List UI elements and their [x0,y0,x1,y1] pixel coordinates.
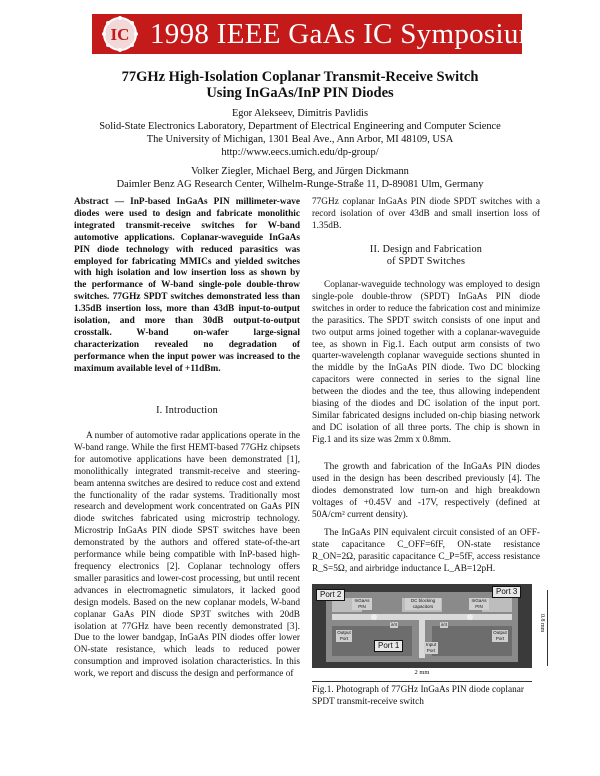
continuation-paragraph: 77GHz coplanar InGaAs PIN diode SPDT switches with a record isolation of over 43dB and small insertion loss of 1.35dB. [312,197,540,231]
abstract-lead: Abstract — [74,197,131,207]
height-dimension [535,590,548,666]
diode-right-label: InGaAs PIN [469,598,489,610]
quarter-wave-left-label: λ/4 [391,622,398,627]
authors-group2: Volker Ziegler, Michael Berg, and Jürgen Dickmann [191,166,409,177]
paper-title-line1: 77GHz High-Isolation Coplanar Transmit-Receive Switch [121,69,479,85]
design-paragraph-1: Coplanar-waveguide technology was employed to design single-pole double-throw (SPDT) InGaAs PIN diode switches in order to reduce the fabrication cost and minimize the parasitics. The SPDT switch consists of one input and two output arms joined together with a coplanar-waveguide tee, as shown in Fig.1. Each output arm consists of two quarter-wavelength coplanar waveguide sections shunted in the middle by the InGaAs PIN diode. Two DC blocking capacitors were connected in series to the signal line between the diodes and the tee, thus allowing independent biasing of the diodes and DC isolation of the input port. Similar fabricated designs included on-chip biasing network and DC isolation of all three ports. The chip is shown in Fig.1 and its size was 2mm x 0.8mm. [312,280,540,445]
design-heading-line2: of SPDT Switches [386,256,466,267]
output-left-label: Output Port [337,630,351,641]
ic-logo [96,16,144,52]
dc-block-label: DC blocking capacitors [405,598,441,610]
intro-text [74,431,300,681]
affiliation-group2: Daimler Benz AG Research Center, Wilhelm-Runge-Straße 11, D-89081 Ulm, Germany [116,179,484,190]
affiliation-group1: Solid-State Electronics Laboratory, Department of Electrical Engineering and Computer Science [99,121,501,132]
abstract [74,197,300,376]
output-right-label: Output Port [493,630,507,641]
right-column-continuation [312,197,540,233]
design-paragraph-1-block [312,280,540,447]
address-group1: The University of Michigan, 1301 Beal Ave., Ann Arbor, MI 48109, USA [146,134,454,145]
banner-title: 1998 IEEE GaAs IC Symposium [150,18,542,50]
design-paragraph-2: The growth and fabrication of the InGaAs PIN diodes used in the design has been described previously [4]. The diodes demonstrated low turn-on and high breakdown voltages of +0.45V and -17V, respectively (defined at 50A/cm² current density). [312,462,540,520]
width-dimension: 2 mm [312,669,532,682]
intro-heading: I. Introduction [156,405,218,416]
design-paragraph-3: The InGaAs PIN equivalent circuit consisted of an OFF-state capacitance C_OFF=6fF, ON-state resistance R_ON=2Ω, parasitic capacitance C_P=5fF, access resistance R_S=5Ω, and airbridge inductance L_AB=12pH. [312,528,540,574]
figure-caption: Fig.1. Photograph of 77GHz InGaAs PIN diode coplanar SPDT transmit-receive switch [312,685,524,707]
url-group1[interactable]: http://www.eecs.umich.edu/dp-group/ [221,147,379,158]
authors-group1: Egor Alekseev, Dimitris Pavlidis [231,108,369,119]
design-paragraph-2-block [312,462,540,522]
port1-label: Port 1 [374,640,403,652]
design-paragraph-3-block [312,528,540,576]
input-port-label: Input Port [425,642,436,653]
port2-label: Port 2 [316,589,345,601]
port3-label: Port 3 [492,586,521,598]
diode-left-label: InGaAs PIN [352,598,372,610]
height-dimension-label: 0.8 mm [539,614,545,633]
quarter-wave-right-label: λ/4 [441,622,448,627]
design-heading-line1: II. Design and Fabrication [369,244,483,255]
paper-title-line2: Using InGaAs/InP PIN Diodes [206,85,394,101]
logo-text: IC [110,25,130,44]
chip-photograph [312,584,532,668]
abstract-text: InP-based InGaAs PIN millimeter-wave diodes were used to design and fabricate monolithic integrated transmit-receive switches for W-band automotive applications. Coplanar-waveguide InGaAs PIN diode technology with reduced parasitics was employed for fabricating MMICs and yielded switches with high isolation and low insertion loss as shown by the performance of W-band single-pole double-throw switches. 77GHz SPDT switches demonstrated less than 1.35dB insertion loss, more than 43dB input-to-output isolation, and more than 30dB output-to-output crosstalk. W-band on-wafer large-signal characterization revealed no degradation of performance when the input power was increased to the maximum available level of +11dBm. [74,197,300,374]
intro-paragraph: A number of automotive radar applications operate in the W-band range. While the first HEMT-based 77GHz chipsets for automotive applications have been demonstrated [1], monolithically integrated transmit-receive and steering-beam antenna switches are desired to reduce cost and extend the functionality of the radar systems. Traditionally most research and development work concentrated on GaAs PIN diode switches fabricated using microstrip technology. Microstrip InGaAs PIN diode SPST switches have been demonstrated by the authors and offered state-of-the-art performance while being compatible with InP-based high-frequency electronics [2]. Coplanar technology offers smaller parasitics and lower-cost processing, but until recent advances in electromagnetic simulators, it lacked good design models. Based on the new coplanar models, W-band coplanar GaAs PIN diode SP3T switches with 20dB isolation at 77GHz have been recently demonstrated [3]. Due to the lower bandgap, InGaAs PIN diodes offer lower ON-state resistance, which leads to reduced power consumption and improved isolation characteristics. In this work, we report and discuss the design and performance of [74,431,300,680]
